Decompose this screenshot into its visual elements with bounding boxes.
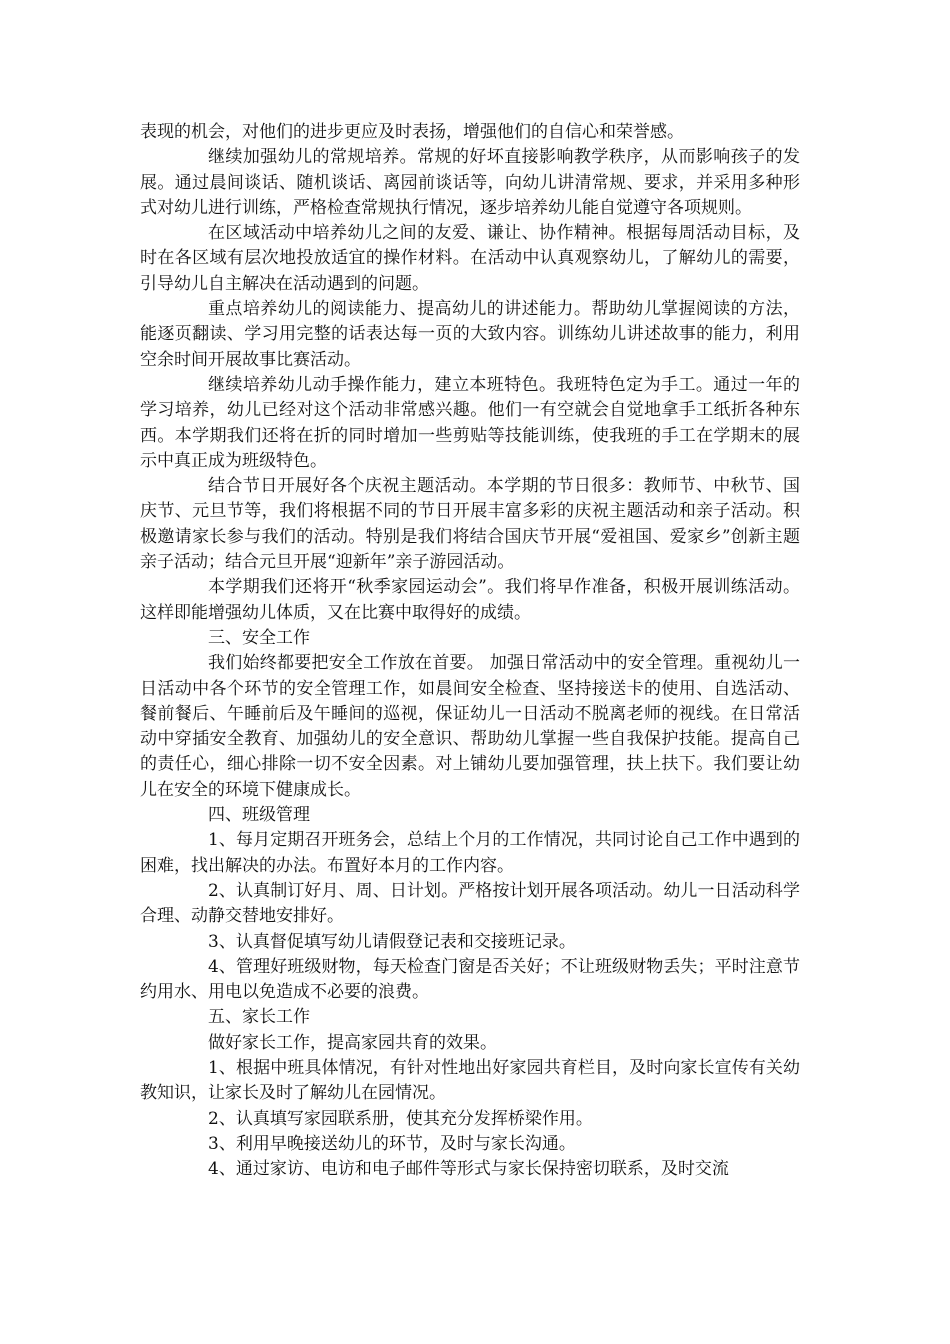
- list-item: 3、利用早晚接送幼儿的环节，及时与家长沟通。: [208, 1133, 576, 1154]
- list-item: 4、通过家访、电访和电子邮件等形式与家长保持密切联系，及时交流: [208, 1159, 729, 1180]
- document-page: [140, 120, 800, 1182]
- list-item: 3、认真督促填写幼儿请假登记表和交接班记录。: [208, 931, 576, 952]
- paragraph-sports-meet: 本学期我们还将开“秋季家园运动会”。我们将早作准备，积极开展训练活动。这样即能增强幼儿体质，又在比赛中取得好的成绩。: [140, 577, 800, 623]
- paragraph-routine-training: 继续加强幼儿的常规培养。常规的好坏直接影响教学秩序，从而影响孩子的发展。通过晨间谈话、随机谈话、离园前谈话等，向幼儿讲清常规、要求，并采用多种形式对幼儿进行训练，严格检查常规执行情况，逐步培养幼儿能自觉遵守各项规则。: [140, 147, 800, 218]
- paragraph-parent-intro: 做好家长工作，提高家园共育的效果。: [208, 1032, 497, 1053]
- section-heading-class-management: 四、班级管理: [208, 805, 310, 826]
- list-item: 1、根据中班具体情况，有针对性地出好家园共育栏目，及时向家长宣传有关幼教知识，让家长及时了解幼儿在园情况。: [140, 1057, 800, 1104]
- list-item: 4、管理好班级财物，每天检查门窗是否关好；不让班级财物丢失；平时注意节约用水、用电以免造成不必要的浪费。: [140, 956, 800, 1003]
- section-heading-safety: 三、安全工作: [208, 627, 310, 648]
- list-item: 2、认真填写家园联系册，使其充分发挥桥梁作用。: [208, 1108, 593, 1129]
- paragraph-area-activities: 在区域活动中培养幼儿之间的友爱、谦让、协作精神。根据每周活动目标，及时在各区域有层次地投放适宜的操作材料。在活动中认真观察幼儿，了解幼儿的需要，引导幼儿自主解决在活动遇到的问题。: [140, 223, 800, 294]
- paragraph-handcraft: 继续培养幼儿动手操作能力，建立本班特色。我班特色定为手工。通过一年的学习培养，幼儿已经对这个活动非常感兴趣。他们一有空就会自觉地拿手工纸折各种东西。本学期我们还将在折的同时增加一些剪贴等技能训练，使我班的手工在学期末的展示中真正成为班级特色。: [140, 374, 800, 471]
- list-item: 1、每月定期召开班务会，总结上个月的工作情况，共同讨论自己工作中遇到的困难，找出解决的办法。布置好本月的工作内容。: [140, 830, 800, 876]
- paragraph-continuation: 表现的机会，对他们的进步更应及时表扬，增强他们的自信心和荣誉感。: [140, 122, 684, 142]
- list-item: 2、认真制订好月、周、日计划。严格按计划开展各项活动。幼儿一日活动科学合理、动静交替地安排好。: [140, 880, 800, 927]
- paragraph-festivals: 结合节日开展好各个庆祝主题活动。本学期的节日很多：教师节、中秋节、国庆节、元旦节等，我们将根据不同的节日开展丰富多彩的庆祝主题活动和亲子活动。积极邀请家长参与我们的活动。特别是我们将结合国庆节开展“爱祖国、爱家乡”创新主题亲子活动；结合元旦开展“迎新年”亲子游园活动。: [140, 476, 800, 573]
- paragraph-reading-ability: 重点培养幼儿的阅读能力、提高幼儿的讲述能力。帮助幼儿掌握阅读的方法，能逐页翻读、学习用完整的话表达每一页的大致内容。训练幼儿讲述故事的能力，利用空余时间开展故事比赛活动。: [140, 299, 800, 370]
- paragraph-safety: 我们始终都要把安全工作放在首要。 加强日常活动中的安全管理。重视幼儿一日活动中各个环节的安全管理工作，如晨间安全检查、坚持接送卡的使用、自选活动、餐前餐后、午睡前后及午睡间的巡视，保证幼儿一日活动不脱离老师的视线。在日常活动中穿插安全教育、加强幼儿的安全意识、帮助幼儿掌握一些自我保护技能。提高自己的责任心，细心排除一切不安全因素。对上铺幼儿要加强管理，扶上扶下。我们要让幼儿在安全的环境下健康成长。: [140, 653, 800, 800]
- section-heading-parent-work: 五、家长工作: [208, 1007, 310, 1028]
